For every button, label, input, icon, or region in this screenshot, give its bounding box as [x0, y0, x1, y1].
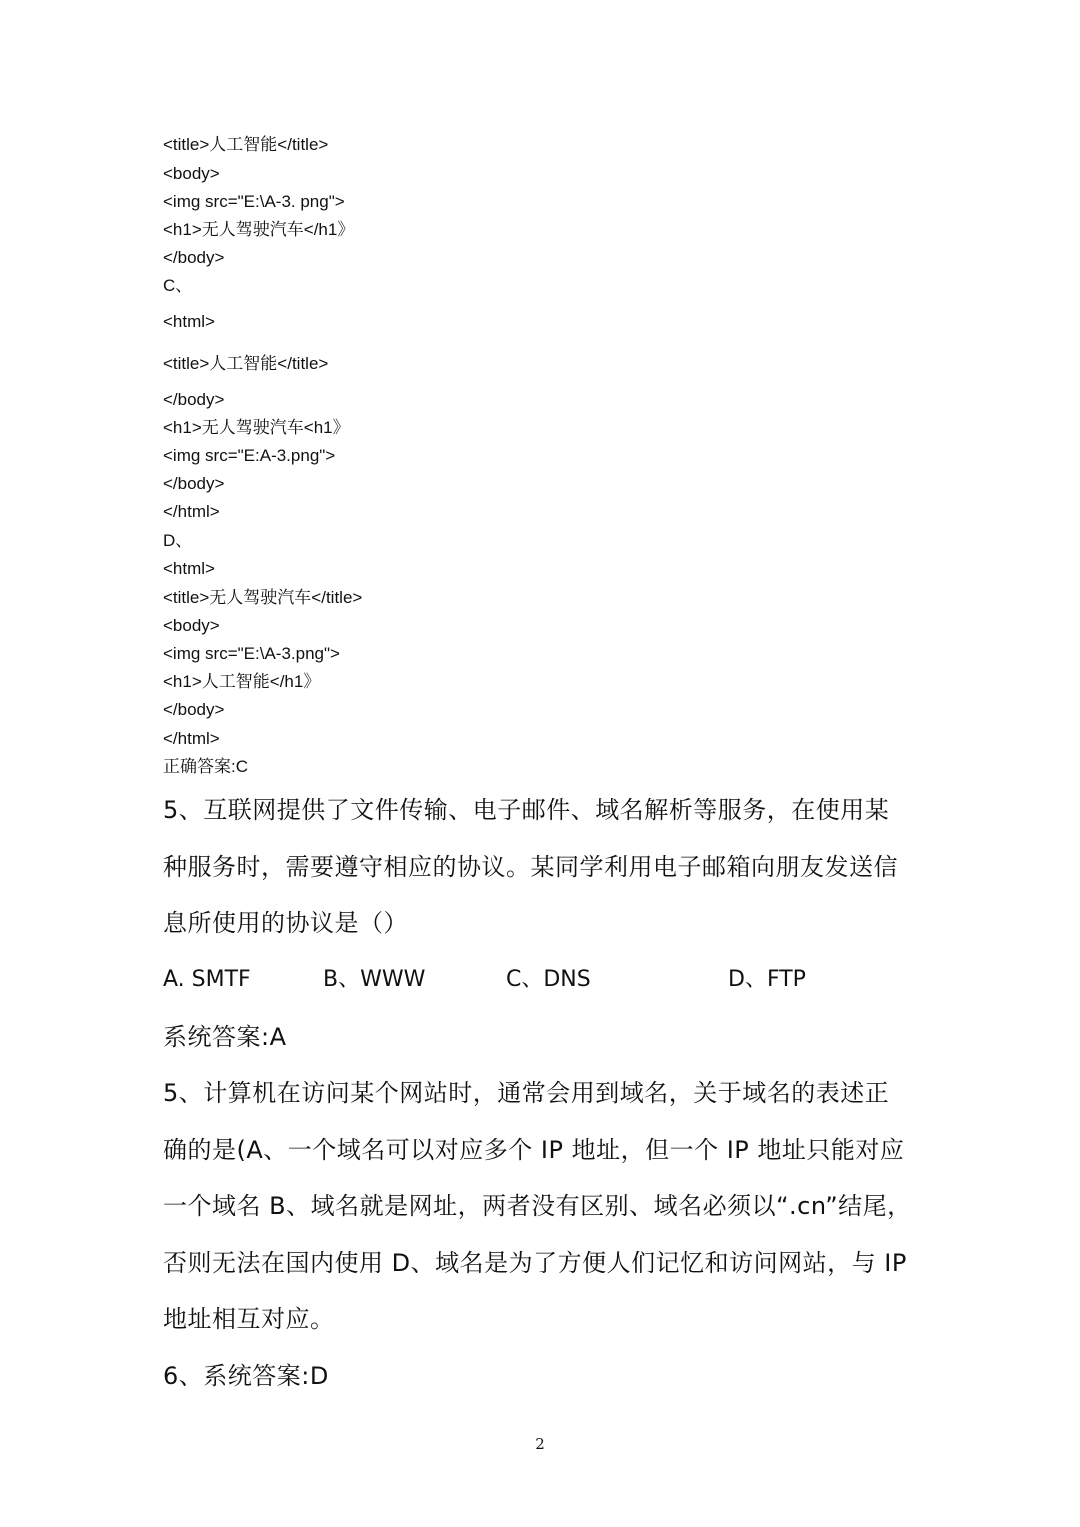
code-line: </body>: [163, 390, 225, 409]
code-line: <title>无人驾驶汽车</title>: [163, 588, 363, 607]
system-answer: 6、系统答案:D: [163, 1362, 329, 1390]
code-line: <title>人工智能</title>: [163, 354, 329, 373]
code-line: <h1>无人驾驶汽车<h1》: [163, 418, 350, 437]
question-line: 5、互联网提供了文件传输、电子邮件、域名解析等服务，在使用某: [163, 796, 890, 824]
question-line: 否则无法在国内使用 D、域名是为了方便人们记忆和访问网站，与 IP: [163, 1249, 907, 1277]
option-a: A. SMTF: [163, 967, 251, 992]
question-line: 一个域名 B、域名就是网址，两者没有区别、域名必须以“.cn”结尾，: [163, 1192, 912, 1220]
code-line: <title>人工智能</title>: [163, 135, 329, 154]
option-d: D、FTP: [728, 967, 806, 992]
code-line: <body>: [163, 164, 220, 183]
code-line: <body>: [163, 616, 220, 635]
option-label-d: D、: [163, 531, 193, 550]
system-answer: 系统答案:A: [163, 1023, 287, 1051]
question-line: 种服务时，需要遵守相应的协议。某同学利用电子邮箱向朋友发送信: [163, 853, 898, 881]
code-line: <h1>人工智能</h1》: [163, 672, 321, 691]
correct-answer: 正确答案:C: [163, 757, 248, 776]
page-number: 2: [535, 1435, 545, 1453]
code-line: <html>: [163, 312, 215, 331]
question-line: 地址相互对应。: [163, 1305, 335, 1333]
code-line: <h1>无人驾驶汽车</h1》: [163, 220, 355, 239]
code-line: </body>: [163, 700, 225, 719]
option-label-c: C、: [163, 276, 193, 295]
code-line: <img src="E:\A-3. png">: [163, 192, 345, 211]
option-c: C、DNS: [506, 967, 591, 992]
code-line: </html>: [163, 502, 220, 521]
question-line: 5、计算机在访问某个网站时，通常会用到域名，关于域名的表述正: [163, 1079, 890, 1107]
code-line: </body>: [163, 248, 225, 267]
question-line: 确的是(A、一个域名可以对应多个 IP 地址，但一个 IP 地址只能对应: [163, 1136, 905, 1164]
option-b: B、WWW: [323, 967, 426, 992]
code-line: </body>: [163, 474, 225, 493]
code-line: <img src="E:A-3.png">: [163, 446, 336, 465]
code-line: </html>: [163, 729, 220, 748]
question-line: 息所使用的协议是（）: [163, 909, 408, 937]
code-line: <img src="E:\A-3.png">: [163, 644, 340, 663]
code-line: <html>: [163, 559, 215, 578]
